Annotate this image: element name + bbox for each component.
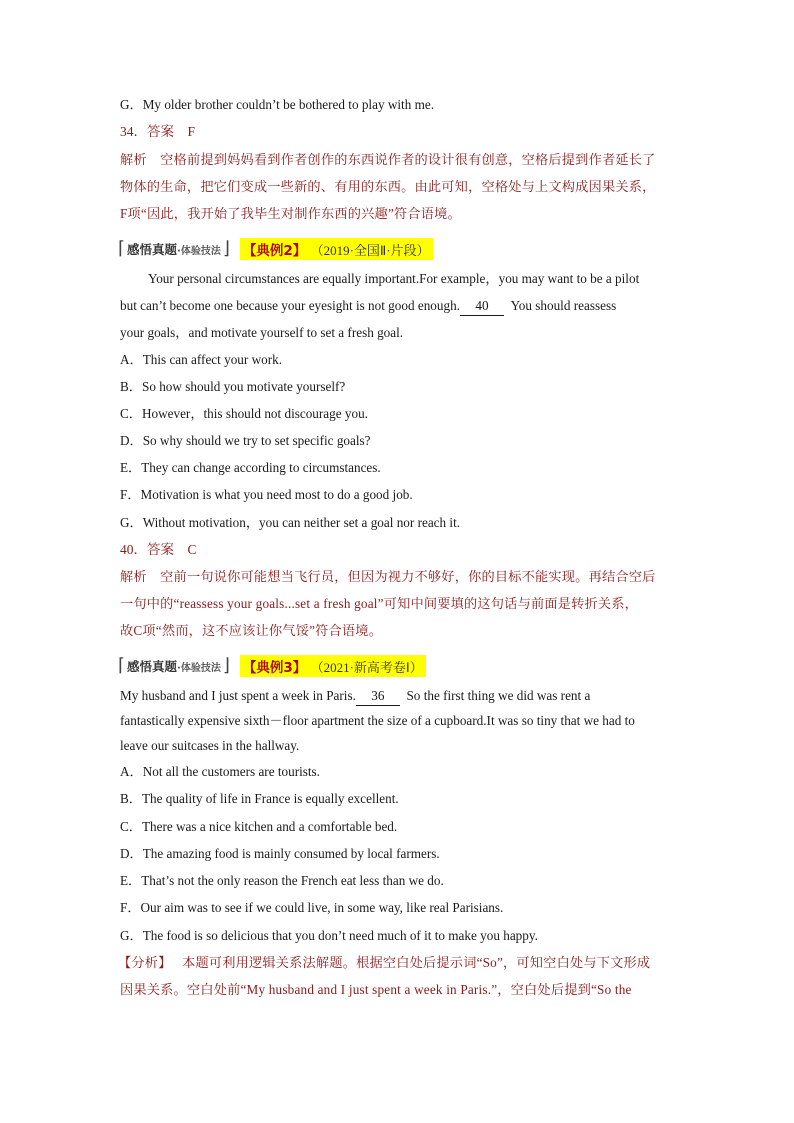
- analysis-40-line2: 一句中的“reassess your goals...set a fresh goal”可知中间要填的这句话与前面是转折关系，: [120, 596, 639, 611]
- option-f: F．Our aim was to see if we could live, in some way, like real Parisians.: [120, 900, 504, 915]
- option-b: B．The quality of life in France is equally excellent.: [120, 791, 399, 806]
- analysis-40-line1: 解析 空前一句说你可能想当飞行员，但因为视力不够好，你的目标不能实现。再结合空后: [120, 569, 656, 584]
- passage3-line2: fantastically expensive sixth－floor apartment the size of a cupboard.It was so tiny that we had to: [120, 713, 635, 728]
- analysis-40-line3: 故C项“然而，这不应该让你气馁”符合语境。: [120, 623, 383, 638]
- option-g: G．Without motivation，you can neither set a goal nor reach it.: [120, 515, 461, 530]
- option-e: E．That’s not the only reason the French eat less than we do.: [120, 873, 444, 888]
- example2-header: [118, 238, 433, 260]
- blank-40: 40: [460, 297, 504, 316]
- example3-header: [118, 655, 426, 677]
- passage3-line1: My husband and I just spent a week in Paris. 36 So the first thing we did was rent a: [120, 687, 590, 706]
- analysis-34-line1: [120, 151, 656, 169]
- answer-40: 40．答案 C: [120, 542, 197, 557]
- tag-sub: ·体验技法: [177, 662, 221, 674]
- analysis-34-line3: F项“因此，我开始了我毕生对制作东西的兴趣”符合语境。: [120, 206, 461, 221]
- option-d: D．So why should we try to set specific goals?: [120, 433, 371, 448]
- option-g-prev: G．My older brother couldn’t be bothered to play with me.: [120, 97, 434, 112]
- analysis-36-line2: 因果关系。空白处前“My husband and I just spent a week in Paris.”，空白处后提到“So the: [120, 982, 632, 997]
- option-f: F．Motivation is what you need most to do a good job.: [120, 487, 413, 502]
- passage2-line1: Your personal circumstances are equally important.For example，you may want to be a pilot: [148, 271, 640, 286]
- example-label: 【典例3】 （2021·新高考卷Ⅰ）: [240, 655, 426, 677]
- tag-main: 感悟真题: [127, 659, 178, 674]
- passage2-line2: but can’t become one because your eyesight is not good enough. 40 You should reassess: [120, 297, 616, 316]
- example-label: 【典例2】 （2019·全国Ⅱ·片段）: [240, 238, 433, 260]
- option-a: A．This can affect your work.: [120, 352, 282, 367]
- bracket-close-icon: ⌋: [222, 238, 230, 259]
- tag-sub: ·体验技法: [177, 245, 221, 257]
- passage2-line3: your goals，and motivate yourself to set a fresh goal.: [120, 325, 404, 340]
- option-e: E．They can change according to circumstances.: [120, 460, 381, 475]
- analysis-text: 空格前提到妈妈看到作者创作的东西说作者的设计很有创意，空格后提到作者延长了: [146, 152, 656, 167]
- analysis-36-line1: 【分析】 本题可利用逻辑关系法解题。根据空白处后提示词“So”，可知空白处与下文形成: [118, 955, 651, 970]
- option-d: D．The amazing food is mainly consumed by local farmers.: [120, 846, 440, 861]
- bracket-open-icon: ⌈: [118, 238, 126, 259]
- blank-36: 36: [356, 687, 400, 706]
- option-a: A．Not all the customers are tourists.: [120, 764, 320, 779]
- passage3-line3: leave our suitcases in the hallway.: [120, 738, 300, 753]
- analysis-label: 解析: [120, 152, 147, 167]
- bracket-open-icon: ⌈: [118, 655, 126, 676]
- option-c: C．There was a nice kitchen and a comfortable bed.: [120, 819, 398, 834]
- option-b: B．So how should you motivate yourself?: [120, 379, 346, 394]
- tag-main: 感悟真题: [127, 242, 178, 257]
- answer-34: 34．答案 F: [120, 124, 196, 139]
- option-c: C．However，this should not discourage you.: [120, 406, 368, 421]
- option-g: G．The food is so delicious that you don’t need much of it to make you happy.: [120, 928, 538, 943]
- bracket-close-icon: ⌋: [222, 655, 230, 676]
- analysis-34-line2: 物体的生命，把它们变成一些新的、有用的东西。由此可知，空格处与上文构成因果关系，: [120, 179, 656, 194]
